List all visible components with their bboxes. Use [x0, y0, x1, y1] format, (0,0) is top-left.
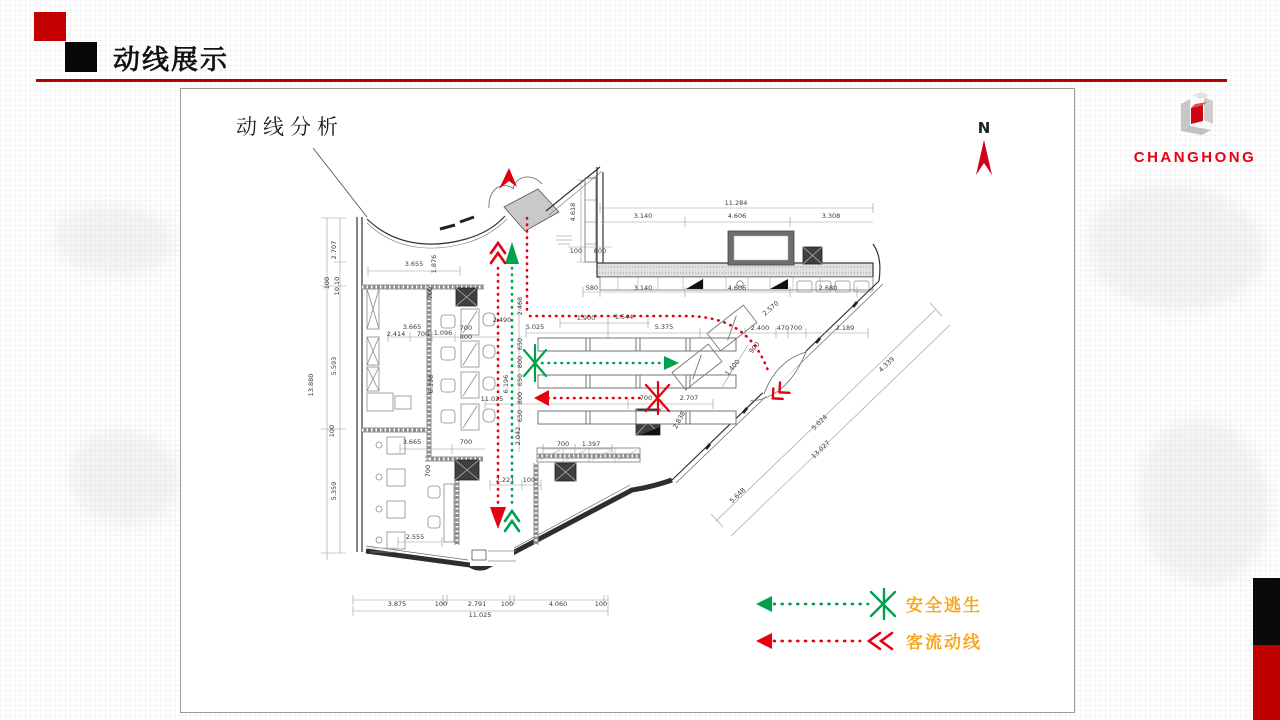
svg-text:10.10: 10.10	[333, 276, 341, 296]
svg-text:2.707: 2.707	[330, 240, 338, 260]
svg-text:700: 700	[426, 286, 434, 300]
svg-text:800: 800	[516, 391, 524, 405]
svg-text:3.655: 3.655	[404, 260, 424, 268]
svg-text:2.707: 2.707	[679, 394, 699, 402]
edge-bar-red	[1253, 645, 1280, 720]
svg-text:5.025: 5.025	[525, 323, 545, 331]
svg-text:2.838: 2.838	[671, 409, 688, 431]
svg-text:700: 700	[556, 440, 570, 448]
north-label: N	[977, 119, 991, 137]
plan-title: 动线分析	[236, 115, 344, 139]
svg-text:100: 100	[594, 600, 608, 608]
svg-text:4.606: 4.606	[727, 212, 747, 220]
svg-text:2.490: 2.490	[492, 316, 512, 324]
svg-text:100: 100	[569, 247, 583, 255]
svg-text:700: 700	[639, 394, 653, 402]
svg-text:700: 700	[424, 464, 432, 478]
svg-text:1.544: 1.544	[614, 313, 634, 321]
svg-text:800: 800	[516, 355, 524, 369]
svg-text:2.414: 2.414	[386, 330, 406, 338]
svg-text:1.876: 1.876	[430, 254, 438, 274]
svg-text:5.593: 5.593	[330, 356, 338, 376]
svg-text:2.570: 2.570	[761, 299, 781, 318]
svg-text:5.648: 5.648	[728, 486, 748, 505]
svg-text:11.025: 11.025	[468, 611, 492, 619]
svg-text:6.196: 6.196	[427, 374, 435, 394]
svg-text:2.042: 2.042	[514, 426, 522, 446]
svg-text:5.375: 5.375	[654, 323, 674, 331]
svg-text:2.400: 2.400	[750, 324, 770, 332]
svg-text:4.060: 4.060	[548, 600, 568, 608]
svg-text:700: 700	[459, 324, 473, 332]
svg-text:580: 580	[585, 284, 599, 292]
svg-text:100: 100	[328, 424, 336, 438]
svg-text:1.900: 1.900	[576, 314, 596, 322]
svg-text:100: 100	[500, 600, 514, 608]
svg-text:1.096: 1.096	[433, 329, 453, 337]
svg-text:2.555: 2.555	[405, 533, 425, 541]
svg-text:3.665: 3.665	[402, 323, 422, 331]
svg-text:2.791: 2.791	[467, 600, 487, 608]
svg-text:2.468: 2.468	[516, 296, 524, 316]
svg-text:13.880: 13.880	[307, 373, 315, 397]
svg-text:700: 700	[789, 324, 803, 332]
svg-text:2.189: 2.189	[835, 324, 855, 332]
svg-text:4.618: 4.618	[569, 202, 577, 222]
plan-panel	[181, 89, 1075, 713]
svg-text:100: 100	[434, 600, 448, 608]
svg-text:5.024: 5.024	[810, 413, 830, 432]
svg-text:13.027: 13.027	[809, 438, 832, 461]
svg-text:3.875: 3.875	[387, 600, 407, 608]
svg-text:3.308: 3.308	[821, 212, 841, 220]
svg-text:2.221: 2.221	[495, 476, 515, 484]
brand-name: CHANGHONG	[1133, 149, 1257, 166]
page-title: 动线展示	[113, 45, 229, 75]
changhong-logo-icon	[1166, 90, 1224, 142]
svg-text:3.140: 3.140	[633, 284, 653, 292]
svg-text:700: 700	[459, 438, 473, 446]
svg-text:650: 650	[516, 337, 524, 351]
svg-text:100: 100	[323, 276, 331, 290]
svg-text:1.400: 1.400	[723, 358, 742, 378]
brand-logo	[1128, 90, 1262, 166]
svg-text:4.339: 4.339	[877, 355, 897, 374]
edge-bar-black	[1253, 578, 1280, 645]
svg-text:470: 470	[776, 324, 790, 332]
svg-text:3.665: 3.665	[402, 438, 422, 446]
svg-text:100: 100	[522, 476, 536, 484]
svg-text:900: 900	[747, 340, 762, 356]
svg-text:3.140: 3.140	[633, 212, 653, 220]
svg-text:650: 650	[516, 373, 524, 387]
svg-text:11.025: 11.025	[480, 395, 504, 403]
svg-text:700: 700	[416, 330, 430, 338]
svg-text:6.196: 6.196	[502, 374, 510, 394]
svg-text:11.284: 11.284	[724, 199, 748, 207]
svg-text:5.359: 5.359	[330, 481, 338, 501]
legend-customer-label: 客流动线	[906, 633, 982, 653]
svg-text:800: 800	[459, 333, 473, 341]
legend-escape-label: 安全逃生	[906, 596, 982, 616]
svg-text:800: 800	[593, 247, 607, 255]
svg-text:2.680: 2.680	[818, 284, 838, 292]
svg-text:4.606: 4.606	[727, 284, 747, 292]
svg-text:1.397: 1.397	[581, 440, 601, 448]
svg-text:650: 650	[516, 409, 524, 423]
